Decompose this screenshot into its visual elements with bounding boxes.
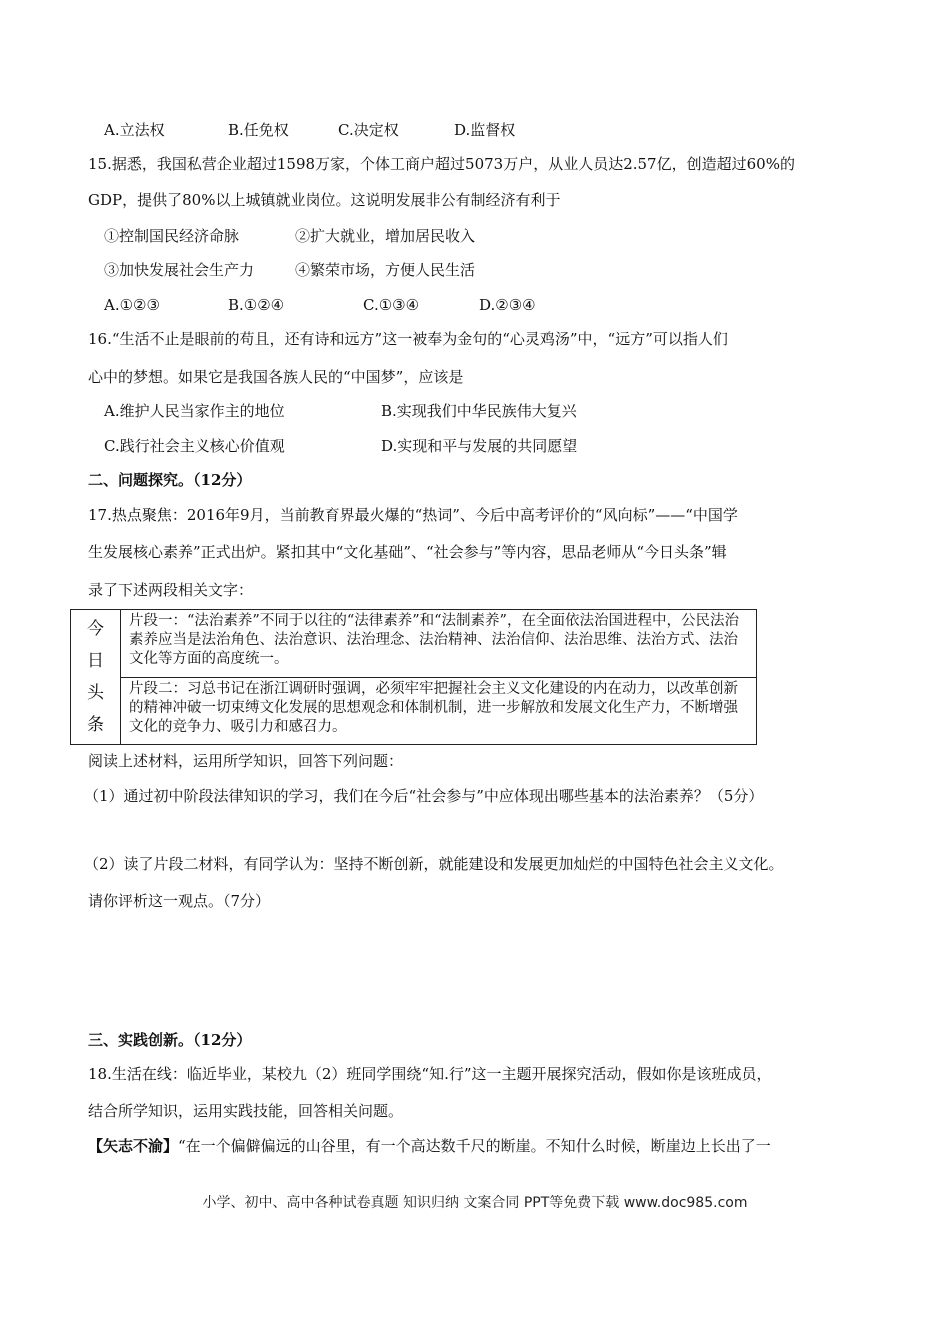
q15-option-c: C.①③④ (363, 296, 420, 314)
section2-title: 二、问题探究。（12分） (88, 471, 252, 489)
q18-stem-line1: 18.生活在线：临近毕业，某校九（2）班同学围绕“知.行”这一主题开展探究活动，假如你是该班成员， (88, 1065, 772, 1083)
q16-stem-line1: 16.“生活不止是眼前的苟且，还有诗和远方”这一被奉为金句的“心灵鸡汤”中，“远方”可以指人们 (88, 330, 728, 348)
section3-title: 三、实践创新。（12分） (88, 1031, 252, 1049)
q18-material-text: “在一个偏僻偏远的山谷里，有一个高达数千尺的断崖。不知什么时候，断崖边上长出了一 (178, 1137, 771, 1155)
q16-stem-line2: 心中的梦想。如果它是我国各族人民的“中国梦”，应该是 (88, 368, 464, 386)
q14-option-d: D.监督权 (454, 121, 516, 139)
q14-options (104, 120, 515, 140)
material-table (70, 609, 757, 745)
q18-tag: 【矢志不渝】 (88, 1137, 179, 1155)
q17-instruction: 阅读上述材料，运用所学知识，回答下列问题： (88, 752, 404, 770)
q14-option-b: B.任免权 (228, 121, 289, 139)
q14-option-a: A.立法权 (104, 121, 165, 139)
q18-material-line (88, 1136, 771, 1156)
q16-option-c: C.践行社会主义核心价值观 (104, 437, 285, 455)
q15-option-b: B.①②④ (228, 296, 285, 314)
q15-items-row2 (104, 260, 475, 280)
q16-options-row1 (104, 401, 577, 421)
q17-stem-line1: 17.热点聚焦：2016年9月，当前教育界最火爆的“热词”、今后中高考评价的“风向标”——“中国学 (88, 506, 738, 524)
q15-item-4: ④繁荣市场，方便人民生活 (295, 261, 476, 279)
q16-option-b: B.实现我们中华民族伟大复兴 (381, 402, 577, 420)
q15-option-d: D.②③④ (479, 296, 536, 314)
q17-subquestion-1: （1）通过初中阶段法律知识的学习，我们在今后“社会参与”中应体现出哪些基本的法治素养？（5分） (84, 787, 764, 805)
q14-option-c: C.决定权 (338, 121, 399, 139)
page-footer: 小学、初中、高中各种试卷真题 知识归纳 文案合同 PPT等免费下载 www.doc985.com (202, 1195, 748, 1211)
q15-item-1: ①控制国民经济命脉 (104, 227, 240, 245)
q17-stem-line3: 录了下述两段相关文字： (88, 581, 254, 599)
q16-option-d: D.实现和平与发展的共同愿望 (381, 437, 578, 455)
q15-stem-line2: GDP，提供了80%以上城镇就业岗位。这说明发展非公有制经济有利于 (88, 191, 561, 209)
q17-subquestion-2-line2: 请你评析这一观点。（7分） (88, 892, 271, 910)
material-source-label: 今 日 头 条 (71, 610, 121, 745)
q15-items-row1 (104, 226, 475, 246)
q16-option-a: A.维护人民当家作主的地位 (104, 402, 285, 420)
material-fragment-1: 片段一：“法治素养”不同于以往的“法律素养”和“法制素养”，在全面依法治国进程中，公民法治素养应当是法治角色、法治意识、法治理念、法治精神、法治信仰、法治思维、法治方式、法治文化等方面的高度统一。 (121, 610, 757, 678)
q15-options (104, 295, 536, 315)
q15-item-2: ②扩大就业，增加居民收入 (295, 227, 476, 245)
q15-option-a: A.①②③ (104, 296, 160, 314)
q16-options-row2 (104, 436, 577, 456)
q17-subquestion-2-line1: （2）读了片段二材料，有同学认为：坚持不断创新，就能建设和发展更加灿烂的中国特色社会主义文化。 (84, 855, 784, 873)
q17-stem-line2: 生发展核心素养”正式出炉。紧扣其中“文化基础”、“社会参与”等内容，思品老师从“今日头条”辑 (88, 543, 727, 561)
q15-stem-line1: 15.据悉，我国私营企业超过1598万家，个体工商户超过5073万户，从业人员达2.57亿，创造超过60%的 (88, 155, 795, 173)
material-fragment-2: 片段二：习总书记在浙江调研时强调，必须牢牢把握社会主义文化建设的内在动力，以改革创新的精神冲破一切束缚文化发展的思想观念和体制机制，进一步解放和发展文化生产力，不断增强文化的竞争力、吸引力和感召力。 (121, 677, 757, 745)
q18-stem-line2: 结合所学知识，运用实践技能，回答相关问题。 (88, 1102, 404, 1120)
q15-item-3: ③加快发展社会生产力 (104, 261, 255, 279)
